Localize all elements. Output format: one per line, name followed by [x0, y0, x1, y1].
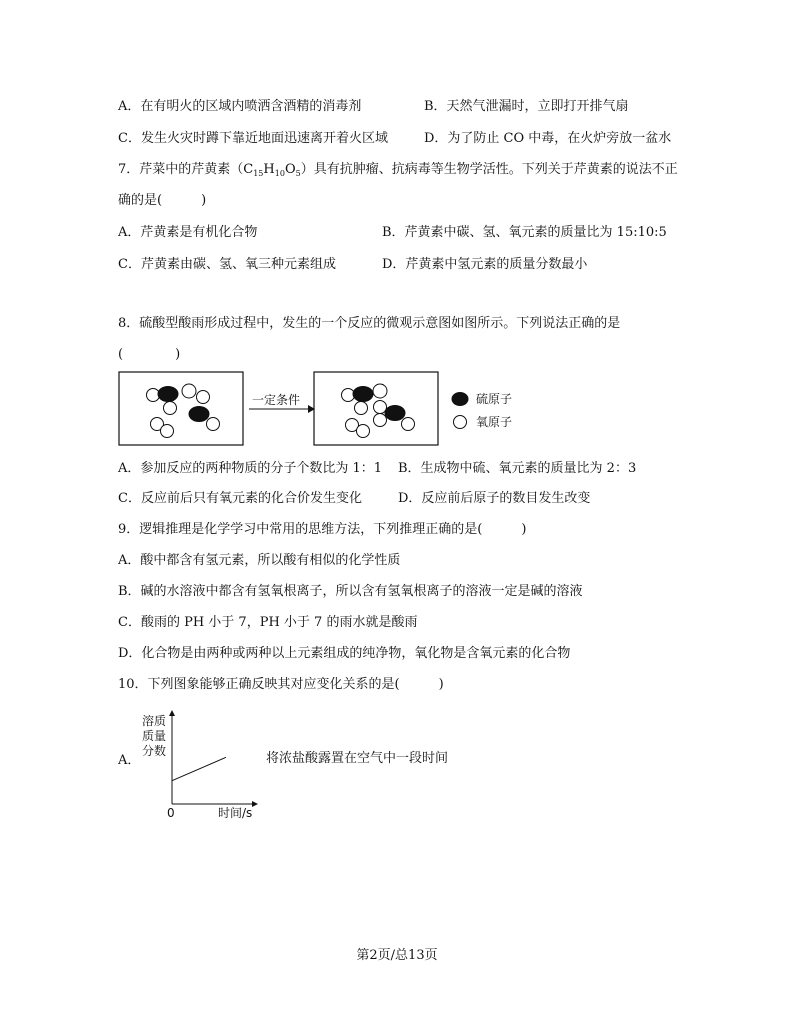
- q6-option-d: D．为了防止 CO 中毒，在火炉旁放一盆水: [424, 131, 672, 146]
- q7-stem: [118, 161, 678, 183]
- q9-stem: 9．逻辑推理是化学学习中常用的思维方法，下列推理正确的是( ): [118, 522, 527, 537]
- q10-option-a-chart: [136, 710, 266, 825]
- q9-option-a: A．酸中都含有氢元素，所以酸有相似的化学性质: [118, 553, 401, 568]
- x-axis-arrowhead: [252, 801, 258, 807]
- q6-option-a: A．在有明火的区域内喷洒含酒精的消毒剂: [118, 99, 362, 114]
- q10-option-a-description: 将浓盐酸露置在空气中一段时间: [266, 751, 449, 766]
- q10-stem: 10．下列图象能够正确反映其对应变化关系的是( ): [118, 677, 444, 692]
- sulfur-atom-legend-icon: [452, 393, 468, 406]
- y-axis-label-line3: 分数: [142, 744, 167, 758]
- q8-option-c: C．反应前后只有氧元素的化合价发生变化: [118, 491, 362, 506]
- q7-formula-o: O: [284, 162, 296, 177]
- q8-stem-line2: ( ): [118, 347, 181, 362]
- q7-option-b: B．芹黄素中碳、氢、氧元素的质量比为 15:10:5: [382, 225, 667, 240]
- y-axis-label-line1: 溶质: [142, 714, 167, 728]
- q8-option-b: B．生成物中硫、氧元素的质量比为 2：3: [398, 461, 637, 476]
- q7-formula-sub-h: 10: [274, 169, 285, 178]
- oxygen-atom-legend-icon: [454, 416, 467, 429]
- q8-option-a: A．参加反应的两种物质的分子个数比为 1：1: [118, 461, 383, 476]
- reactants-box: [119, 372, 243, 445]
- reaction-condition-label: 一定条件: [252, 393, 301, 407]
- q7-formula-sub-c: 15: [253, 169, 264, 178]
- q7-formula-sub-o: 5: [295, 169, 301, 178]
- q7-option-a: A．芹黄素是有机化合物: [118, 225, 258, 240]
- chart-origin-label: 0: [167, 806, 175, 820]
- q7-stem-suffix: ）具有抗肿瘤、抗病毒等生物学活性。下列关于芹黄素的说法不正: [300, 162, 678, 177]
- q9-option-c: C．酸雨的 PH 小于 7，PH 小于 7 的雨水就是酸雨: [118, 615, 418, 630]
- chart-series-group: [172, 757, 226, 780]
- chart-series-line: [172, 757, 226, 780]
- y-axis-label-line2: 质量: [142, 729, 167, 743]
- y-axis-arrowhead: [169, 710, 175, 716]
- q7-option-d: D．芹黄素中氢元素的质量分数最小: [382, 257, 588, 272]
- q7-stem-prefix: 7．芹菜中的芹黄素（C: [118, 162, 254, 177]
- q6-option-c: C．发生火灾时蹲下靠近地面迅速离开着火区域: [118, 131, 388, 146]
- x-axis-label: 时间/s: [218, 806, 253, 820]
- q8-option-d: D．反应前后原子的数目发生改变: [398, 491, 591, 506]
- q10-option-a-letter: A．: [118, 753, 141, 768]
- q7-formula-h: H: [263, 162, 275, 177]
- q7-option-c: C．芹黄素由碳、氢、氧三种元素组成: [118, 257, 336, 272]
- sulfur-atom-legend-label: 硫原子: [476, 392, 513, 406]
- q6-option-b: B．天然气泄漏时，立即打开排气扇: [424, 99, 629, 114]
- page-number-footer: 第2页/总13页: [356, 948, 438, 963]
- oxygen-atom-legend-label: 氧原子: [476, 415, 513, 429]
- product-molecules: [342, 384, 415, 438]
- reactant-molecules: [147, 384, 220, 438]
- q7-stem-line2: 确的是( ): [118, 193, 207, 208]
- q8-stem: 8．硫酸型酸雨形成过程中，发生的一个反应的微观示意图如图所示。下列说法正确的是: [118, 316, 621, 331]
- q8-reaction-diagram: [118, 370, 558, 450]
- q9-option-b: B．碱的水溶液中都含有氢氧根离子，所以含有氢氧根离子的溶液一定是碱的溶液: [118, 584, 583, 599]
- q9-option-d: D．化合物是由两种或两种以上元素组成的纯净物，氧化物是含氧元素的化合物: [118, 646, 571, 661]
